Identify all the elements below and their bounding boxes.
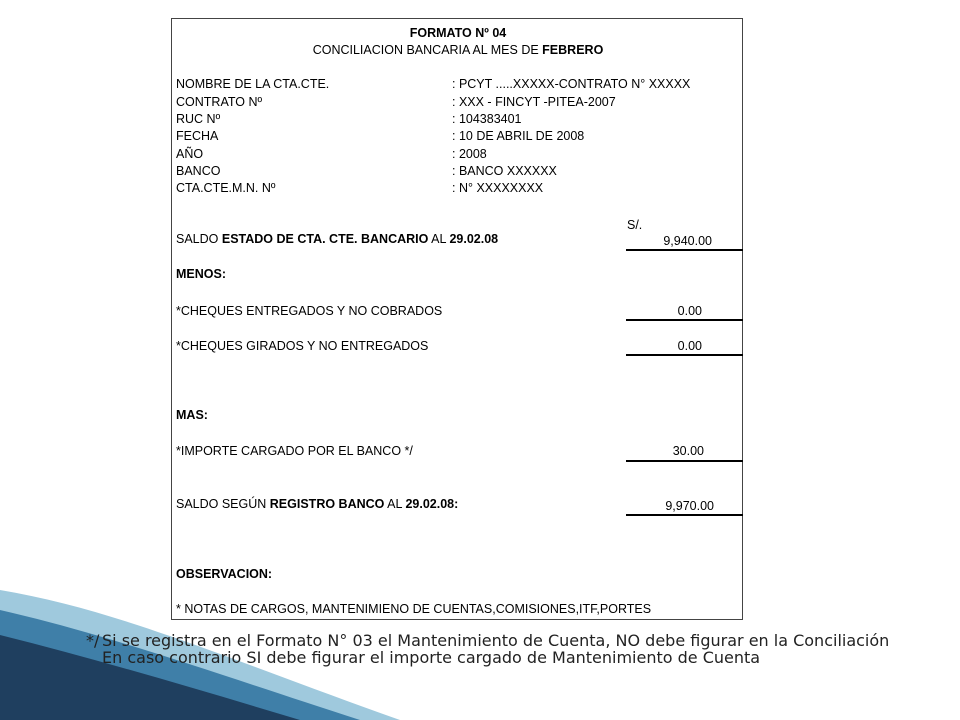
notas-text: * NOTAS DE CARGOS, MANTENIMIENO DE CUENTAS,COMISIONES,ITF,PORTES [176, 602, 652, 616]
doc-title: FORMATO Nº 04 [409, 26, 507, 40]
field-value-banco: : BANCO XXXXXX [452, 164, 557, 178]
observacion-heading: OBSERVACION: [176, 567, 273, 581]
field-value-ctacte: : N° XXXXXXXX [452, 181, 544, 195]
field-value-ano: : 2008 [452, 147, 487, 161]
saldo-estado-label [176, 232, 498, 247]
mas-heading: MAS: [176, 408, 208, 422]
field-label-fecha: FECHA [176, 129, 219, 143]
field-label-nombre: NOMBRE DE LA CTA.CTE. [176, 77, 330, 91]
cheques-entregados-amount: 0.00 [677, 304, 702, 318]
subtitle-prefix: CONCILIACION BANCARIA AL MES DE [312, 43, 543, 57]
amount-underline [626, 319, 743, 321]
field-label-ctacte: CTA.CTE.M.N. Nº [176, 181, 276, 195]
footnote-text: Si se registra en el Formato N° 03 el Mantenimiento de Cuenta, NO debe figurar en la Conciliación En caso contrario SI debe figurar el importe cargado de Mantenimiento de Cuenta [102, 631, 890, 667]
saldo-registro-p4: 29.02.08: [405, 497, 459, 511]
saldo-registro-p1: SALDO SEGÚN [176, 497, 270, 511]
importe-cargado-amount: 30.00 [672, 444, 704, 458]
saldo-estado-p4: 29.02.08 [449, 232, 499, 246]
subtitle-month: FEBRERO [542, 43, 604, 57]
cheques-girados-amount: 0.00 [677, 339, 702, 353]
saldo-estado-p2: ESTADO DE CTA. CTE. BANCARIO [221, 232, 429, 246]
saldo-estado-p1: SALDO [176, 232, 222, 246]
field-value-contrato: : XXX - FINCYT -PITEA-2007 [452, 95, 616, 109]
field-value-fecha: : 10 DE ABRIL DE 2008 [452, 129, 585, 143]
field-label-banco: BANCO [176, 164, 221, 178]
menos-heading: MENOS: [176, 267, 226, 281]
field-value-nombre: : PCYT .....XXXXX-CONTRATO N° XXXXX [452, 77, 691, 91]
amount-underline [626, 354, 743, 356]
saldo-registro-p2: REGISTRO BANCO [269, 497, 385, 511]
amount-underline [626, 514, 743, 516]
field-label-ruc: RUC Nº [176, 112, 221, 126]
field-value-ruc: : 104383401 [452, 112, 522, 126]
amount-underline [626, 460, 743, 462]
cheques-girados-label: *CHEQUES GIRADOS Y NO ENTREGADOS [176, 339, 429, 353]
footnote-mark: */ [86, 631, 100, 650]
field-label-contrato: CONTRATO Nº [176, 95, 263, 109]
amount-underline [626, 249, 743, 251]
doc-subtitle [172, 43, 744, 58]
saldo-estado-amount: 9,940.00 [663, 234, 712, 248]
importe-cargado-label: *IMPORTE CARGADO POR EL BANCO */ [176, 444, 413, 458]
cheques-entregados-label: *CHEQUES ENTREGADOS Y NO COBRADOS [176, 304, 443, 318]
field-label-ano: AÑO [176, 147, 204, 161]
saldo-registro-label [176, 497, 458, 512]
currency-label: S/. [627, 218, 643, 232]
saldo-registro-p3: AL [384, 497, 406, 511]
document-frame [171, 18, 743, 620]
saldo-registro-amount: 9,970.00 [665, 499, 714, 513]
saldo-estado-p3: AL [428, 232, 450, 246]
